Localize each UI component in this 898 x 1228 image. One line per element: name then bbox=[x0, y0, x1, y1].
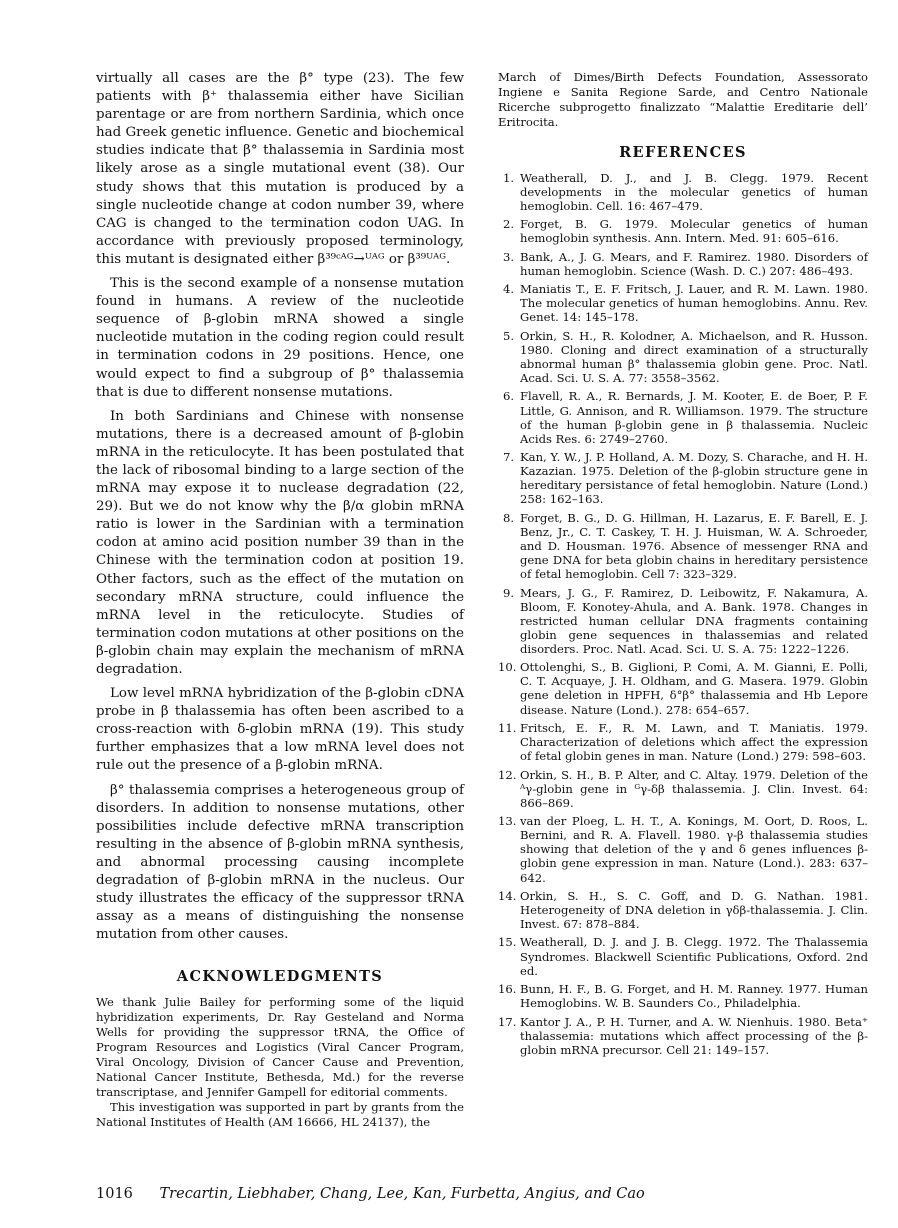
reference-item bbox=[498, 768, 868, 810]
reference-item bbox=[498, 329, 868, 385]
reference-text: Mears, J. G., F. Ramirez, D. Leibowitz, F. Nakamura, A. Bloom, F. Konotey-Ahula, and A. Bank. 1978. Changes in restricted human cellular DNA fragments containing globin gene sequences in thalassemias and related disorders. Proc. Natl. Acad. Sci. U. S. A. 75: 1222–1226. bbox=[520, 585, 868, 656]
reference-text: Orkin, S. H., R. Kolodner, A. Michaelson, and R. Husson. 1980. Cloning and direct examination of a structurally abnormal human β° thalassemia globin gene. Proc. Natl. Acad. Sci. U. S. A. 77: 3558–3562. bbox=[520, 328, 868, 386]
left-column bbox=[96, 70, 464, 1130]
reference-text: Weatherall, D. J., and J. B. Clegg. 1979. Recent developments in the molecular genetics of human hemoglobin. Cell. 16: 467–479. bbox=[520, 170, 868, 213]
reference-item bbox=[498, 586, 868, 656]
reference-number: 2. bbox=[502, 217, 514, 232]
page-number: 1016 bbox=[96, 1186, 133, 1202]
acknowledgments-heading: ACKNOWLEDGMENTS bbox=[176, 968, 384, 986]
reference-text: Flavell, R. A., R. Bernards, J. M. Kooter, E. de Boer, P. F. Little, G. Annison, and R. Williamson. 1979. The structure of the human β-globin gene in β thalassemia. Nucleic Acids Res. 6: 2749–2760. bbox=[520, 389, 868, 446]
reference-item bbox=[498, 250, 868, 278]
body-paragraph: In both Sardinians and Chinese with nonsense mutations, there is a decreased amount of β-globin mRNA in the reticulocyte. It has been postulated that the lack of ribosomal binding to a large section of the mRNA may expose it to nuclease degradation (22, 29). But we do not know why the β/α globin mRNA ratio is lower in the Sardinian with a termination codon at amino acid position number 39 than in the Chinese with the termination codon at position 19. Other factors, such as the effect of the mutation on secondary mRNA structure, could influence the mRNA level in the reticulocyte. Studies of termination codon mutations at other positions on the β-globin chain may explain the mechanism of mRNA degradation. bbox=[96, 408, 464, 677]
reference-list bbox=[498, 171, 868, 1057]
reference-number: 7. bbox=[502, 450, 514, 465]
reference-number: 17. bbox=[498, 1014, 517, 1029]
running-authors: Trecartin, Liebhaber, Chang, Lee, Kan, Furbetta, Angius, and Cao bbox=[159, 1186, 645, 1202]
reference-number: 11. bbox=[498, 720, 517, 735]
reference-number: 10. bbox=[498, 660, 517, 675]
reference-text: Kantor J. A., P. H. Turner, and A. W. Nienhuis. 1980. Beta⁺ thalassemia: mutations which affect processing of the β-globin mRNA precursor. Cell 21: 149–157. bbox=[520, 1014, 868, 1057]
reference-number: 3. bbox=[502, 249, 514, 264]
body-paragraph: This is the second example of a nonsense mutation found in humans. A review of the nucleotide sequence of β-globin mRNA showed a single nucleotide mutation in the coding region could result in termination codons in 29 positions. Hence, one would expect to find a subgroup of β° thalassemia that is due to different nonsense mutations. bbox=[96, 276, 464, 400]
acknowledgments-paragraph: We thank Julie Bailey for performing some of the liquid hybridization experiments, Dr. Ray Gesteland and Norma Wells for providing the suppressor tRNA, the Office of Program Resources and Logistics (Viral Cancer Program, Viral Oncology, Division of Cancer Cause and Prevention, National Cancer Institute, Bethesda, Md.) for the reverse transcriptase, and Jennifer Gampell for editorial comments. bbox=[96, 995, 464, 1099]
reference-number: 9. bbox=[502, 585, 514, 600]
reference-number: 12. bbox=[498, 767, 517, 782]
reference-text: Bunn, H. F., B. G. Forget, and H. M. Ranney. 1977. Human Hemoglobins. W. B. Saunders Co., Philadelphia. bbox=[520, 982, 868, 1011]
reference-number: 4. bbox=[502, 282, 514, 297]
reference-text: Orkin, S. H., S. C. Goff, and D. G. Nathan. 1981. Heterogeneity of DNA deletion in γδβ-thalassemia. J. Clin. Invest. 67: 878–884. bbox=[520, 888, 868, 932]
reference-number: 5. bbox=[502, 328, 514, 343]
reference-item bbox=[498, 389, 868, 445]
reference-text: Fritsch, E. F., R. M. Lawn, and T. Maniatis. 1979. Characterization of deletions which affect the expression of fetal globin genes in man. Nature (Lond.) 279: 598–603. bbox=[520, 720, 868, 764]
reference-number: 8. bbox=[502, 510, 514, 525]
reference-number: 13. bbox=[498, 814, 517, 829]
body-paragraph: virtually all cases are the β° type (23). The few patients with β⁺ thalassemia either have Sicilian parentage or are from northern Sardinia, which once had Greek genetic influence. Genetic and biochemical studies indicate that β° thalassemia in Sardinia most likely arose as a single mutational event (38). Our study shows that this mutation is produced by a single nucleotide change at codon number 39, where CAG is changed to the termination codon UAG. In accordance with previously proposed terminology, this mutant is designated either β³⁹ᶜᴬᴳ→ᵁᴬᴳ or β³⁹ᵁᴬᴳ. bbox=[96, 71, 464, 267]
reference-text: van der Ploeg, L. H. T., A. Konings, M. Oort, D. Roos, L. Bernini, and R. A. Flavell. 1980. γ-β thalassemia studies showing that deletion of the γ and δ genes influences β-globin gene expression in man. Nature (Lond.). 283: 637–642. bbox=[520, 814, 868, 885]
acknowledgments-paragraph: This investigation was supported in part by grants from the National Institutes of Health (AM 16666, HL 24137), the bbox=[96, 1099, 464, 1129]
acknowledgments-continuation: March of Dimes/Birth Defects Foundation, Assessorato Ingiene e Sanita Regione Sarde, and Centro Nationale Ricerche subprogetto finalizzato “Malattie Ereditarie dell’ Eritrocita. bbox=[498, 70, 868, 129]
page-footer bbox=[96, 1186, 645, 1202]
reference-item bbox=[498, 217, 868, 245]
reference-item bbox=[498, 935, 868, 977]
right-column bbox=[498, 70, 868, 1061]
references-heading: REFERENCES bbox=[619, 143, 747, 161]
reference-text: Bank, A., J. G. Mears, and F. Ramirez. 1980. Disorders of human hemoglobin. Science (Wash. D. C.) 207: 486–493. bbox=[520, 249, 868, 278]
reference-item bbox=[498, 889, 868, 931]
reference-text: Weatherall, D. J. and J. B. Clegg. 1972. The Thalassemia Syndromes. Blackwell Scientific Publications, Oxford. 2nd ed. bbox=[520, 935, 868, 978]
reference-text: Orkin, S. H., B. P. Alter, and C. Altay. 1979. Deletion of the ᴬγ-globin gene in ᴳγ-δβ thalassemia. J. Clin. Invest. 64: 866–869. bbox=[520, 767, 868, 810]
reference-item bbox=[498, 660, 868, 716]
reference-text: Forget, B. G. 1979. Molecular genetics of human hemoglobin synthesis. Ann. Intern. Med. 91: 605–616. bbox=[520, 217, 868, 246]
body-paragraph: Low level mRNA hybridization of the β-globin cDNA probe in β thalassemia has often been ascribed to a cross-reaction with δ-globin mRNA (19). This study further emphasizes that a low mRNA level does not rule out the presence of a β-globin mRNA. bbox=[96, 686, 464, 774]
reference-item bbox=[498, 450, 868, 506]
reference-number: 14. bbox=[498, 888, 517, 903]
reference-item bbox=[498, 511, 868, 581]
reference-text: Forget, B. G., D. G. Hillman, H. Lazarus, E. F. Barell, E. J. Benz, Jr., C. T. Caskey, T. H. J. Huisman, W. A. Schroeder, and D. Housman. 1976. Absence of messenger RNA and gene DNA for beta globin chains in hereditary persistence of fetal hemoglobin. Cell 7: 323–329. bbox=[520, 510, 868, 582]
reference-number: 16. bbox=[498, 982, 517, 997]
reference-number: 1. bbox=[502, 170, 514, 185]
reference-number: 15. bbox=[498, 935, 517, 950]
reference-text: Maniatis T., E. F. Fritsch, J. Lauer, and R. M. Lawn. 1980. The molecular genetics of human hemoglobins. Annu. Rev. Genet. 14: 145–178. bbox=[520, 282, 868, 325]
reference-item bbox=[498, 1015, 868, 1057]
reference-item bbox=[498, 282, 868, 324]
reference-text: Ottolenghi, S., B. Giglioni, P. Comi, A. M. Gianni, E. Polli, C. T. Acquaye, J. H. Oldham, and G. Masera. 1979. Globin gene deletion in HPFH, δ°β° thalassemia and Hb Lepore disease. Nature (Lond.). 278: 654–657. bbox=[520, 660, 868, 717]
reference-item bbox=[498, 982, 868, 1010]
reference-item bbox=[498, 721, 868, 763]
reference-item bbox=[498, 814, 868, 884]
reference-text: Kan, Y. W., J. P. Holland, A. M. Dozy, S. Charache, and H. H. Kazazian. 1975. Deletion of the β-globin structure gene in hereditary persistance of fetal hemoglobin. Nature (Lond.) 258: 162–163. bbox=[520, 450, 868, 507]
reference-number: 6. bbox=[502, 389, 514, 404]
body-paragraph: β° thalassemia comprises a heterogeneous group of disorders. In addition to nonsense mutations, other possibilities include defective mRNA transcription resulting in the absence of β-globin mRNA synthesis, and abnormal processing causing incomplete degradation of β-globin mRNA in the nucleus. Our study illustrates the efficacy of the suppressor tRNA assay as a means of distinguishing the nonsense mutation from other causes. bbox=[96, 782, 464, 943]
reference-item bbox=[498, 171, 868, 213]
